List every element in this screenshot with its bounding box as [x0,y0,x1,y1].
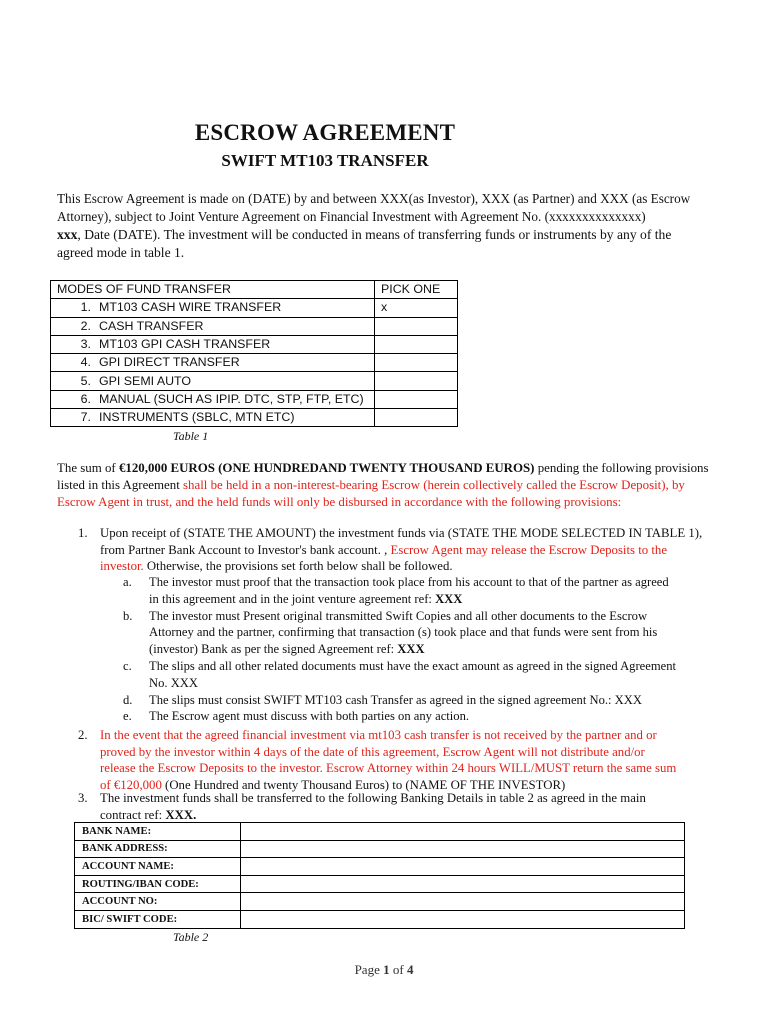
sub-item-line: No. XXX [149,675,198,690]
bank-details-table [74,822,685,929]
table-row [75,858,685,876]
provision-line: The investment funds shall be transferred to the following Banking Details in table 2 as agreed in the main [100,791,646,805]
bank-field-label: BANK ADDRESS: [75,840,241,858]
sub-item-letter: d. [123,692,133,707]
table-row [75,823,685,841]
pick-cell [375,354,458,372]
provision-line [100,807,714,824]
intro-line [57,226,697,244]
table-row [75,875,685,893]
sum-line [57,477,717,494]
pick-cell [375,409,458,427]
provision-line [100,558,714,575]
table-row [75,893,685,911]
table-cell [51,390,375,408]
document-subtitle: SWIFT MT103 TRANSFER [221,151,429,170]
table-row [51,354,458,372]
mode-label: INSTRUMENTS (SBLC, MTN ETC) [99,410,295,425]
sub-item-line: Attorney and the partner, confirming that transaction (s) took place and that funds were sent from his [149,625,658,640]
provision-number: 1. [78,526,88,540]
table-cell [51,354,375,372]
sum-line [57,460,717,477]
table-header-cell: PICK ONE [375,281,458,299]
sub-item-letter: a. [123,575,132,589]
provision-text: Otherwise, the provisions set forth below shall be followed. [143,559,453,573]
pick-cell [375,317,458,335]
intro-text: , Date (DATE). [77,227,164,242]
table-cell [51,409,375,427]
row-number: 4. [80,355,91,370]
document-title: ESCROW AGREEMENT [194,120,456,145]
bank-field-label: BANK NAME: [75,823,241,841]
table-row [51,335,458,353]
table-row [51,372,458,390]
agreement-ref: xxx [57,227,78,242]
pick-cell: x [375,299,458,317]
sum-red-text: Escrow Agent in trust, and the held funds will only be disbursed in accordance with the following provisions: [57,495,622,509]
row-number: 5. [80,373,91,388]
table-cell [51,317,375,335]
table-row [51,390,458,408]
provision-red-line: release the Escrow Deposits to the investor. Escrow Attorney within 24 hours WILL/MUST return the same sum [100,761,677,775]
table-header-cell: MODES OF FUND TRANSFER [51,281,375,299]
mode-label: GPI SEMI AUTO [99,373,192,388]
table-cell [51,335,375,353]
table-row [51,299,458,317]
sub-item-letter: c. [123,658,132,673]
bank-field-value [241,858,685,876]
page-number: 1 [383,962,390,977]
provision-red-line: In the event that the agreed financial investment via mt103 cash transfer is not received by the partner and or [100,728,657,742]
bank-field-value [241,840,685,858]
provision-line: Upon receipt of (STATE THE AMOUNT) the investment funds via (STATE THE MODE SELECTED IN TABLE 1), [100,526,703,540]
intro-line: agreed mode in table 1. [57,245,185,260]
sub-item [123,608,715,658]
table-header-row [51,281,458,299]
intro-line: This Escrow Agreement is made on (DATE) by and between XXX(as Investor), XXX (as Partner) and XXX (as Escrow [57,191,691,206]
provision-2 [78,727,714,793]
table-cell [51,299,375,317]
sub-item-ref: XXX [397,642,425,657]
row-number: 1. [80,300,91,315]
bank-field-value [241,875,685,893]
bank-field-label: ROUTING/IBAN CODE: [75,875,241,893]
sum-paragraph [57,460,717,511]
page-footer [0,962,768,978]
provision-red-text: of €120,000 [100,777,162,792]
sum-amount: €120,000 EUROS (ONE HUNDREDAND TWENTY THOUSAND EUROS) [118,461,535,475]
sub-item-line [149,641,715,658]
sub-item-letter: b. [123,608,133,623]
mode-label: MT103 GPI CASH TRANSFER [99,337,271,352]
pick-cell [375,390,458,408]
pick-cell [375,335,458,353]
table-row [75,840,685,858]
provision-red-text: investor. [100,559,144,573]
bank-field-label: ACCOUNT NO: [75,893,241,911]
sub-item-line: The Escrow agent must discuss with both parties on any action. [149,709,470,724]
intro-line: Attorney), subject to Joint Venture Agreement on Financial Investment with Agreement No. (xxxxxxxxxxxxxx) [57,209,646,224]
provision-text: (One Hundred and twenty Thousand Euros) to (NAME OF THE INVESTOR) [161,777,566,792]
intro-paragraph [57,190,697,262]
sub-item-ref: XXX [435,591,463,606]
sum-text: pending the following provisions [534,461,709,475]
row-number: 6. [80,391,91,406]
sum-text: listed in this Agreement [57,478,184,492]
provision-text: contract ref: [100,807,166,822]
sub-item-letter: e. [123,709,132,724]
contract-ref: XXX. [165,807,197,822]
sub-provisions [123,574,715,725]
page-total: 4 [406,962,414,977]
mode-label: MT103 CASH WIRE TRANSFER [99,300,282,315]
row-number: 3. [80,337,91,352]
sub-item-text: (investor) Bank as per the signed Agreement ref: [149,642,398,657]
row-number: 2. [80,318,91,333]
mode-label: GPI DIRECT TRANSFER [99,355,240,370]
table-row [51,409,458,427]
table-cell [51,372,375,390]
row-number: 7. [80,410,91,425]
sum-red-text: shall be held in a non-interest-bearing Escrow (herein collectively called the Escrow Deposit), by [183,478,685,492]
provision-3 [78,790,714,823]
sub-item-text: in this agreement and in the joint venture agreement ref: [149,591,436,606]
sub-item [123,692,715,709]
sub-item [123,658,715,692]
sub-item-line: The slips must consist SWIFT MT103 cash Transfer as agreed in the signed agreement No.: XXX [149,692,642,707]
page-label: of [389,962,407,977]
table-2-caption: Table 2 [173,930,209,944]
sub-item-line: The investor must Present original transmitted Swift Copies and all other documents to the Escrow [149,608,648,623]
provision-1 [78,525,714,575]
provision-item [78,525,714,575]
provision-number: 2. [78,728,88,742]
intro-text: The investment will be conducted in means of transferring funds or instruments by any of the [163,227,672,242]
table-row [51,317,458,335]
bank-field-value [241,823,685,841]
table-1-caption: Table 1 [173,429,209,443]
sub-item [123,574,715,608]
bank-field-label: ACCOUNT NAME: [75,858,241,876]
page-label: Page [354,962,384,977]
modes-table [50,280,458,427]
pick-cell [375,372,458,390]
mode-label: MANUAL (SUCH AS IPIP. DTC, STP, FTP, ETC) [99,391,364,406]
bank-field-value [241,893,685,911]
sub-item-line: The investor must proof that the transaction took place from his account to that of the partner as agreed [149,575,669,589]
bank-field-value [241,910,685,928]
provision-item [78,727,714,793]
table-row [75,910,685,928]
provision-number: 3. [78,791,88,805]
provision-red-text: Escrow Agent may release the Escrow Deposits to the [390,542,668,557]
provision-item [78,790,714,823]
sum-text: The sum of [57,461,119,475]
provision-line [100,542,714,559]
provision-text: from Partner Bank Account to Investor's bank account. , [100,542,391,557]
bank-field-label: BIC/ SWIFT CODE: [75,910,241,928]
provision-red-line: proved by the investor within 4 days of the date of this agreement, Escrow Agent will not distribute and/or [100,744,645,759]
mode-label: CASH TRANSFER [99,318,204,333]
sub-item [123,708,715,725]
sub-item-line [149,591,715,608]
sub-item-line: The slips and all other related documents must have the exact amount as agreed in the signed Agreement [149,658,677,673]
